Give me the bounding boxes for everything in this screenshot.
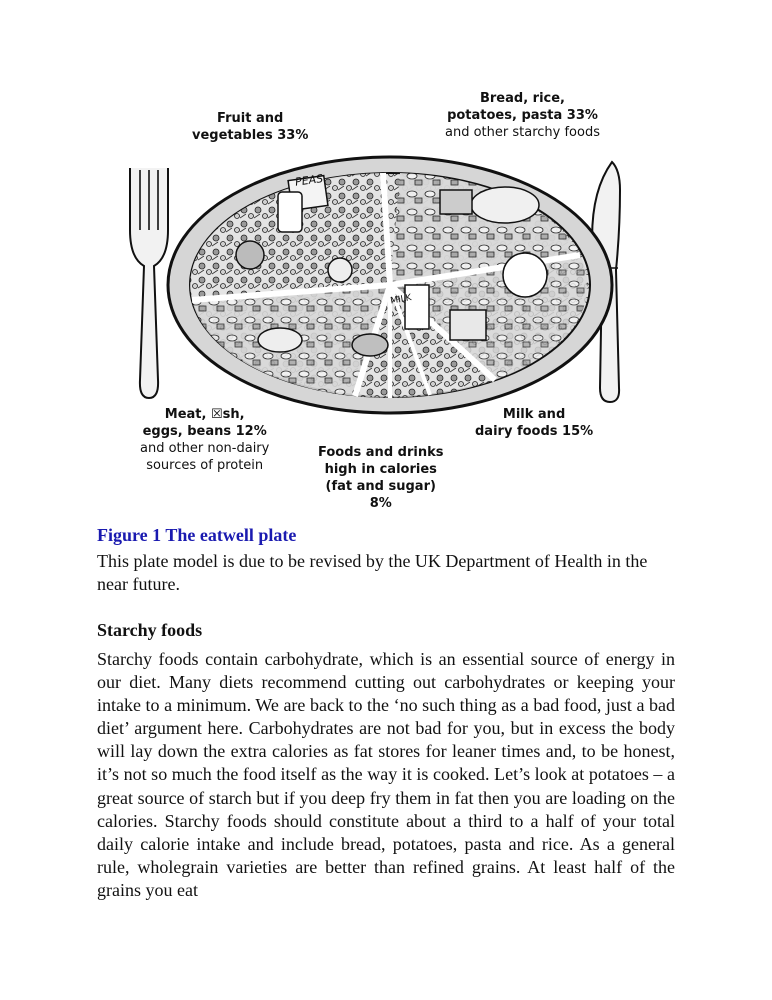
label-meat-fish: Meat, ☒sh, eggs, beans 12% and other non-dairy sources of protein [140, 407, 270, 473]
body-paragraph: Starchy foods contain carbohydrate, which is an essential source of energy in our diet. Many diets recommend cutting out carbohydrates or keeping your intake to a minimum. We are back to the ‘no such thing as a bad food, just a bad diet’ argument here. Carbohydrates are not bad for you, but in excess the body will lay down the extra calories as fat stores for leaner times and, to be honest, it’s not so much the food itself as the way it is cooked. Let’s look at potatoes – a great source of starch but if you deep fry them in fat then you are loading on the calories. Starchy foods should constitute about a third to a half of your total daily calorie intake and include bread, potatoes, pasta and rice. As a general rule, wholegrain varieties are better than refined grains. At least half of the grains you eat [97, 649, 675, 900]
fork-icon [130, 168, 168, 398]
section-heading: Starchy foods [97, 620, 203, 640]
label-starchy-foods: Bread, rice, potatoes, pasta 33% and other starchy foods [445, 91, 600, 140]
figure-caption: Figure 1 The eatwell plate [97, 525, 297, 545]
label-fat-sugar: Foods and drinks high in calories (fat and sugar) 8% [318, 445, 444, 511]
eatwell-plate-figure [100, 80, 680, 520]
milk-carton-text: MILK [389, 293, 413, 307]
peas-packet-text: PEAS [294, 171, 324, 189]
label-fruit-vegetables: Fruit and vegetables 33% [192, 111, 309, 143]
figure-note: This plate model is due to be revised by the UK Department of Health in the near future. [97, 551, 648, 594]
label-milk-dairy: Milk and dairy foods 15% [475, 407, 594, 439]
